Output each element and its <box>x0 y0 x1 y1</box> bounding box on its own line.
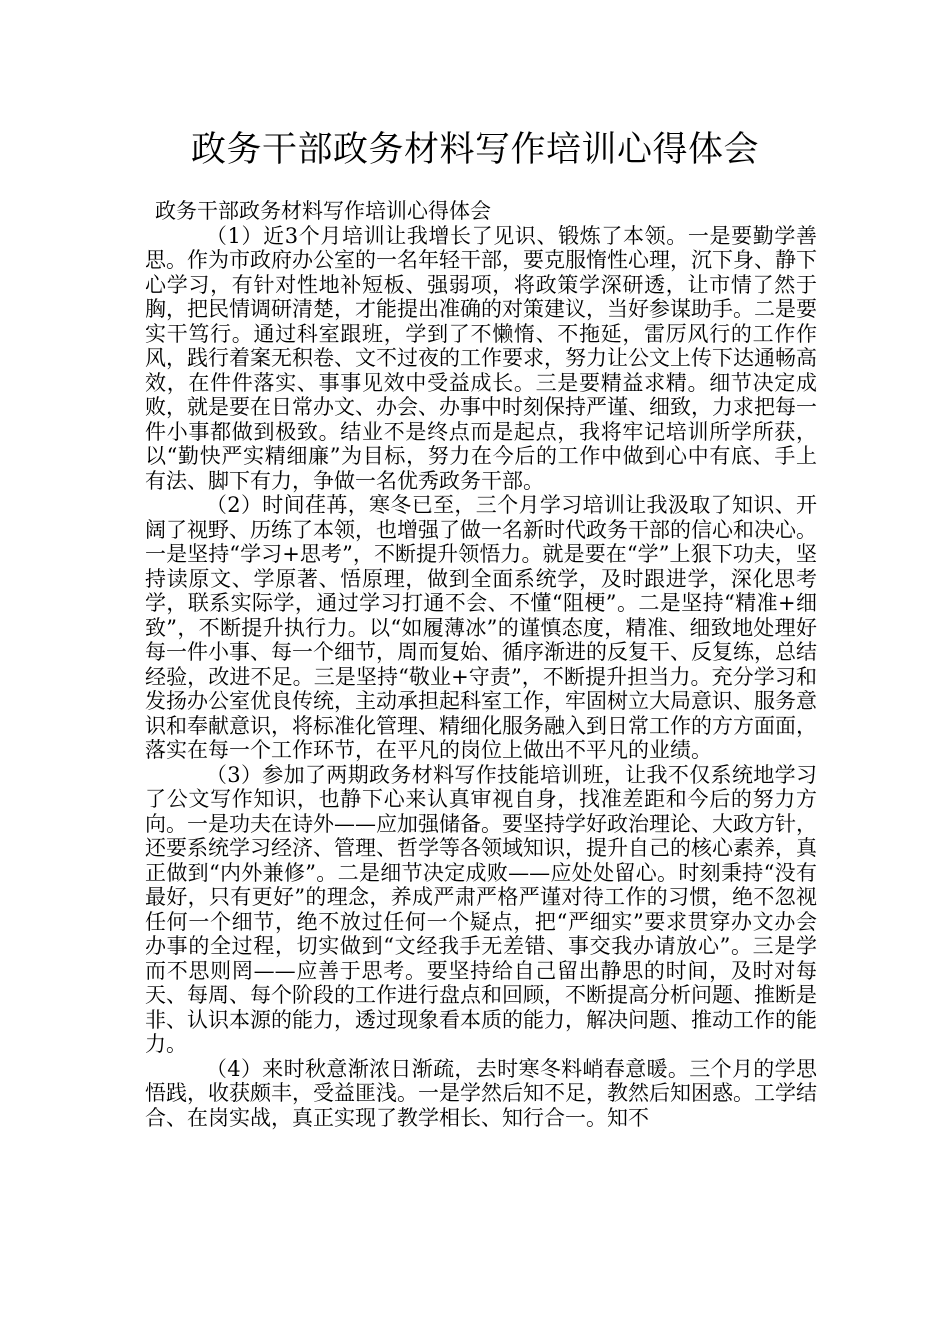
paragraph-1: （1）近3个月培训让我增长了见识、锻炼了本领。一是要勤学善思。作为市政府办公室的一名年轻干部，要克服惰性心理，沉下身、静下心学习，有针对性地补短板、强弱项，将政策学深研透，让市情了然于胸，把民情调研清楚，才能提出准确的对策建议，当好参谋助手。二是要实干笃行。通过科室跟班，学到了不懒惰、不拖延，雷厉风行的工作作风，践行着案无积卷、文不过夜的工作要求，努力让公文上传下达通畅高效，在件件落实、事事见效中受益成长。三是要精益求精。细节决定成败，就是要在日常办文、办会、办事中时刻保持严谨、细致，力求把每一件小事都做到极致。结业不是终点而是起点，我将牢记培训所学所获，以“勤快严实精细廉”为目标，努力在今后的工作中做到心中有底、手上有法、脚下有力，争做一名优秀政务干部。 <box>145 223 817 493</box>
document-subtitle: 政务干部政务材料写作培训心得体会 <box>155 199 491 223</box>
paragraph-4: （4）来时秋意渐浓日渐疏，去时寒冬料峭春意暖。三个月的学思悟践，收获颇丰，受益匪浅。一是学然后知不足，教然后知困惑。工学结合、在岗实战，真正实现了教学相长、知行合一。知不 <box>145 1056 817 1130</box>
document-title: 政务干部政务材料写作培训心得体会 <box>190 130 759 170</box>
paragraph-2: （2）时间荏苒，寒冬已至，三个月学习培训让我汲取了知识、开阔了视野、历练了本领，也增强了做一名新时代政务干部的信心和决心。一是坚持“学习+思考”，不断提升领悟力。就是要在“学”上狠下功夫，坚持读原文、学原著、悟原理，做到全面系统学，及时跟进学，深化思考学，联系实际学，通过学习打通不会、不懂“阻梗”。二是坚持“精准+细致”，不断提升执行力。以“如履薄冰”的谨慎态度，精准、细致地处理好每一件小事、每一个细节，周而复始、循序渐进的反复干、反复练，总结经验，改进不足。三是坚持“敬业+守责”，不断提升担当力。充分学习和发扬办公室优良传统，主动承担起科室工作，牢固树立大局意识、服务意识和奉献意识，将标准化管理、精细化服务融入到日常工作的方方面面，落实在每一个工作环节，在平凡的岗位上做出不平凡的业绩。 <box>145 493 817 762</box>
document-body <box>145 199 817 1130</box>
paragraph-3: （3）参加了两期政务材料写作技能培训班，让我不仅系统地学习了公文写作知识，也静下心来认真审视自身，找准差距和今后的努力方向。一是功夫在诗外——应加强储备。要坚持学好政治理论、大政方针，还要系统学习经济、管理、哲学等各领域知识，提升自己的核心素养，真正做到“内外兼修”。二是细节决定成败——应处处留心。时刻秉持“没有最好，只有更好”的理念，养成严肃严格严谨对待工作的习惯，绝不忽视任何一个细节，绝不放过任何一个疑点，把“严细实”要求贯穿办文办会办事的全过程，切实做到“文经我手无差错、事交我办请放心”。三是学而不思则罔——应善于思考。要坚持给自己留出静思的时间，及时对每天、每周、每个阶段的工作进行盘点和回顾，不断提高分析问题、推断是非、认识本源的能力，透过现象看本质的能力，解决问题、推动工作的能力。 <box>145 762 817 1056</box>
